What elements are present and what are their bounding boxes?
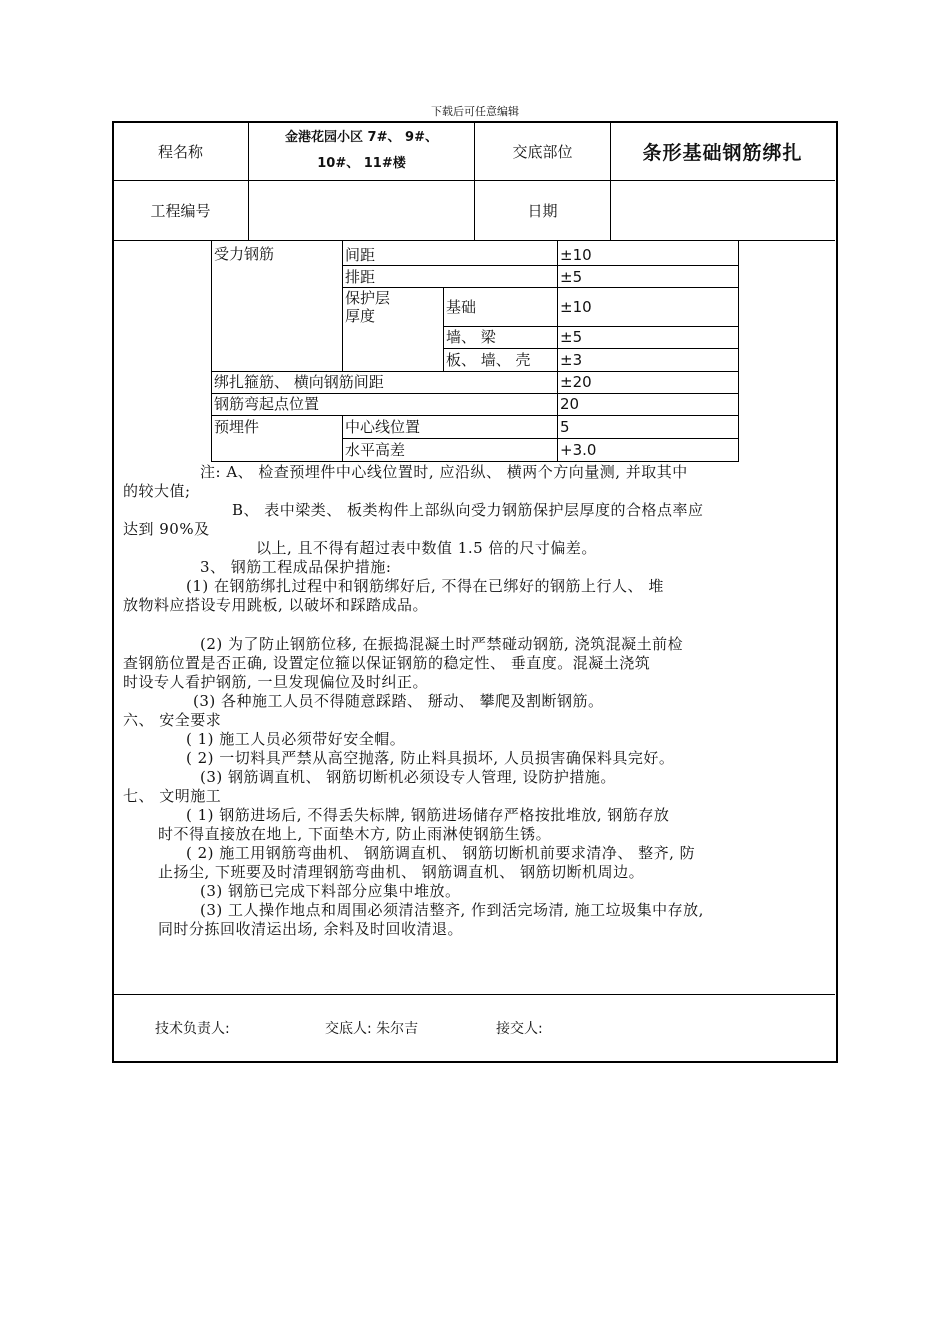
tolerance-grid-line (211, 371, 739, 372)
wall-beam-value: ±5 (560, 328, 583, 346)
tolerance-grid-line (342, 438, 739, 439)
body-line: 3、 钢筋工程成品保护措施: (200, 558, 392, 576)
foundation-label: 基础 (446, 298, 477, 316)
slab-wall-shell-label: 板、 墙、 壳 (446, 352, 531, 369)
date-value (611, 181, 834, 240)
tolerance-grid-line (342, 287, 739, 288)
body-line: (3) 钢筋已完成下料部分应集中堆放。 (200, 882, 461, 900)
level-diff-value: +3.0 (560, 441, 597, 459)
body-line: 同时分拣回收清运出场, 余料及时回收清退。 (158, 920, 464, 938)
row-spacing-label: 排距 (345, 268, 376, 286)
spacing-value: ±10 (560, 246, 592, 264)
embedded-label: 预埋件 (214, 418, 260, 436)
foundation-value: ±10 (560, 298, 592, 316)
cover-label-line-1: 保护层 (345, 289, 391, 307)
row-spacing-value: ±5 (560, 268, 583, 286)
body-line: 注: A、 检查预埋件中心线位置时, 应沿纵、 横两个方向量测, 并取其中 (200, 463, 688, 481)
tolerance-grid-line (443, 287, 444, 371)
location-label: 交底部位 (512, 142, 573, 161)
stirrup-label: 绑扎箍筋、 横向钢筋间距 (214, 373, 384, 391)
tolerance-grid-line (443, 348, 739, 349)
receiver-signature: 接交人: (496, 1021, 543, 1037)
project-no-value (249, 181, 474, 240)
bend-point-value: 20 (560, 395, 580, 413)
tolerance-grid-line (211, 415, 739, 416)
bend-point-label: 钢筋弯起点位置 (214, 395, 320, 413)
section-heading-civilized: 七、 文明施工 (123, 787, 222, 805)
cover-label-line-2: 厚度 (345, 307, 376, 325)
project-name-label: 程名称 (157, 142, 203, 161)
center-line-label: 中心线位置 (345, 418, 421, 436)
tech-lead-signature: 技术负责人: (155, 1021, 230, 1037)
body-line: 达到 90%及 (123, 520, 210, 538)
tolerance-grid-line (443, 326, 739, 327)
center-line-value: 5 (560, 418, 570, 436)
stirrup-value: ±20 (560, 373, 592, 391)
project-no-label: 工程编号 (150, 202, 211, 220)
tolerance-grid-line (342, 241, 343, 371)
footer-divider (113, 994, 835, 995)
presenter-signature: 交底人: 朱尔吉 (325, 1021, 419, 1037)
spacing-label: 间距 (345, 246, 376, 264)
body-line: (3) 工人操作地点和周围必须清洁整齐, 作到活完场清, 施工垃圾集中存放, (200, 901, 704, 919)
body-line: ( 1) 钢筋进场后, 不得丢失标牌, 钢筋进场储存严格按批堆放, 钢筋存放 (186, 806, 670, 824)
body-line: ( 2) 施工用钢筋弯曲机、 钢筋调直机、 钢筋切断机前要求清净、 整齐, 防 (186, 844, 696, 862)
slab-wall-shell-value: ±3 (560, 351, 583, 369)
tolerance-grid-line (557, 241, 558, 461)
body-line: 以上, 且不得有超过表中数值 1.5 倍的尺寸偏差。 (256, 539, 597, 557)
body-line: ( 2) 一切料具严禁从高空抛落, 防止料具损坏, 人员损害确保料具完好。 (186, 749, 675, 767)
body-line: 放物料应搭设专用跳板, 以破坏和踩踏成品。 (123, 596, 429, 614)
body-line: (1) 在钢筋绑扎过程中和钢筋绑好后, 不得在已绑好的钢筋上行人、 堆 (186, 577, 664, 595)
body-line: 查钢筋位置是否正确, 设置定位箍以保证钢筋的稳定性、 垂直度。混凝土浇筑 (123, 654, 651, 672)
body-line: (2) 为了防止钢筋位移, 在振捣混凝土时严禁碰动钢筋, 浇筑混凝土前检 (200, 635, 684, 653)
top-note: 下载后可任意编辑 (431, 105, 519, 118)
body-line: 时不得直接放在地上, 下面垫木方, 防止雨淋使钢筋生锈。 (158, 825, 552, 843)
body-line: 的较大值; (123, 482, 191, 500)
body-line: (3) 钢筋调直机、 钢筋切断机必须设专人管理, 设防护措施。 (200, 768, 616, 786)
project-name-line-2: 10#、 11#楼 (317, 156, 406, 171)
body-line: 止扬尘, 下班要及时清理钢筋弯曲机、 钢筋调直机、 钢筋切断机周边。 (158, 863, 645, 881)
wall-beam-label: 墙、 梁 (446, 328, 496, 346)
body-line: ( 1) 施工人员必须带好安全帽。 (186, 730, 406, 748)
body-line: B、 表中梁类、 板类构件上部纵向受力钢筋保护层厚度的合格点率应 (232, 501, 704, 519)
body-line: 时设专人看护钢筋, 一旦发现偏位及时纠正。 (123, 673, 429, 691)
main-rebar-label: 受力钢筋 (214, 245, 275, 263)
project-name-line-1: 金港花园小区 7#、 9#、 (285, 130, 438, 145)
tolerance-grid-line (211, 393, 739, 394)
section-heading-safety: 六、 安全要求 (123, 711, 222, 729)
level-diff-label: 水平高差 (345, 441, 406, 459)
tolerance-grid-line (342, 265, 739, 266)
location-value: 条形基础钢筋绑扎 (642, 141, 803, 164)
body-line: (3) 各种施工人员不得随意踩踏、 掰动、 攀爬及割断钢筋。 (193, 692, 604, 710)
date-label: 日期 (527, 202, 558, 220)
project-name-value (249, 122, 474, 180)
